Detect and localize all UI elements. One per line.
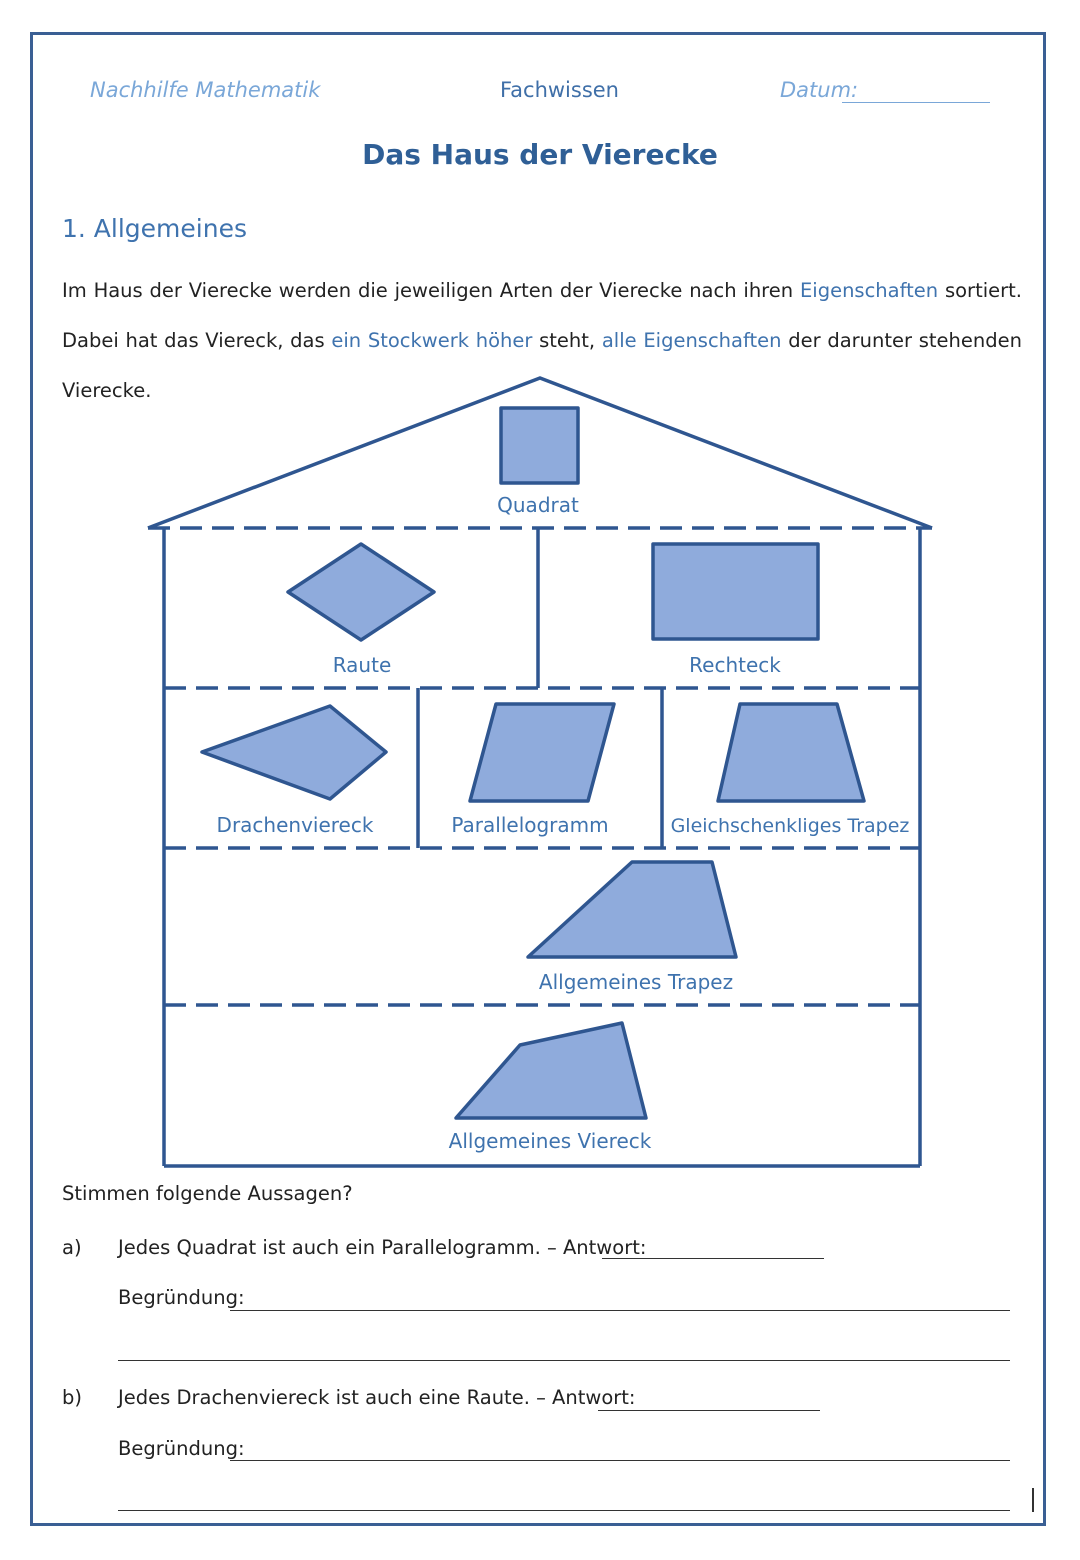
shape-quadrat: [501, 408, 578, 483]
question-a-answer-field[interactable]: [602, 1258, 824, 1259]
question-a-reason-label: Begründung:: [118, 1286, 245, 1309]
header-topic: Fachwissen: [500, 78, 619, 102]
label-raute: Raute: [332, 653, 392, 677]
highlight-stockwerk: ein Stockwerk höher: [331, 329, 533, 352]
label-allgemeines-trapez: Allgemeines Trapez: [538, 970, 734, 994]
label-allgemeines-viereck: Allgemeines Viereck: [448, 1129, 652, 1153]
question-a-text: Jedes Quadrat ist auch ein Parallelogramm. – Antwort:: [118, 1236, 647, 1259]
question-b-answer-field[interactable]: [598, 1410, 820, 1411]
label-parallelogramm: Parallelogramm: [451, 813, 609, 837]
margin-mark: [1032, 1488, 1034, 1512]
shape-raute: [288, 544, 434, 640]
header-date-label: Datum:: [780, 78, 859, 102]
question-b-letter: b): [62, 1386, 82, 1409]
shape-rechteck: [653, 544, 818, 639]
question-a-reason-field-2[interactable]: [118, 1360, 1010, 1361]
label-quadrat: Quadrat: [497, 493, 579, 517]
shape-gleichschenkliges-trapez: [718, 704, 864, 801]
question-b-reason-field-1[interactable]: [230, 1460, 1010, 1461]
shape-drachenviereck: [202, 706, 386, 799]
question-b-reason-field-2[interactable]: [118, 1510, 1010, 1511]
intro-paragraph: Im Haus der Vierecke werden die jeweiligen Arten der Vierecke nach ihren Eigenschaften sortiert. Dabei hat das Viereck, das ein Stockwerk höher steht, alle Eigenschaften der darunter stehenden Vierecke.: [62, 279, 1022, 402]
highlight-eigenschaften: Eigenschaften: [799, 279, 939, 302]
shape-parallelogramm: [470, 704, 614, 801]
shape-allgemeines-viereck: [456, 1023, 646, 1118]
question-b-reason-label: Begründung:: [118, 1437, 245, 1460]
question-b-text: Jedes Drachenviereck ist auch eine Raute. – Antwort:: [118, 1386, 636, 1409]
label-drachenviereck: Drachenviereck: [216, 813, 374, 837]
header-subject: Nachhilfe Mathematik: [90, 78, 321, 102]
question-a-letter: a): [62, 1236, 82, 1259]
label-rechteck: Rechteck: [689, 653, 781, 677]
section-heading: 1. Allgemeines: [62, 214, 247, 243]
questions-lead: Stimmen folgende Aussagen?: [62, 1182, 353, 1205]
label-gleichschenkliges-trapez: Gleichschenkliges Trapez: [670, 815, 910, 837]
page-title: Das Haus der Vierecke: [362, 138, 718, 171]
question-a-reason-field-1[interactable]: [230, 1310, 1010, 1311]
shape-allgemeines-trapez: [528, 862, 736, 957]
highlight-alle-eigenschaften: alle Eigenschaften: [601, 329, 782, 352]
